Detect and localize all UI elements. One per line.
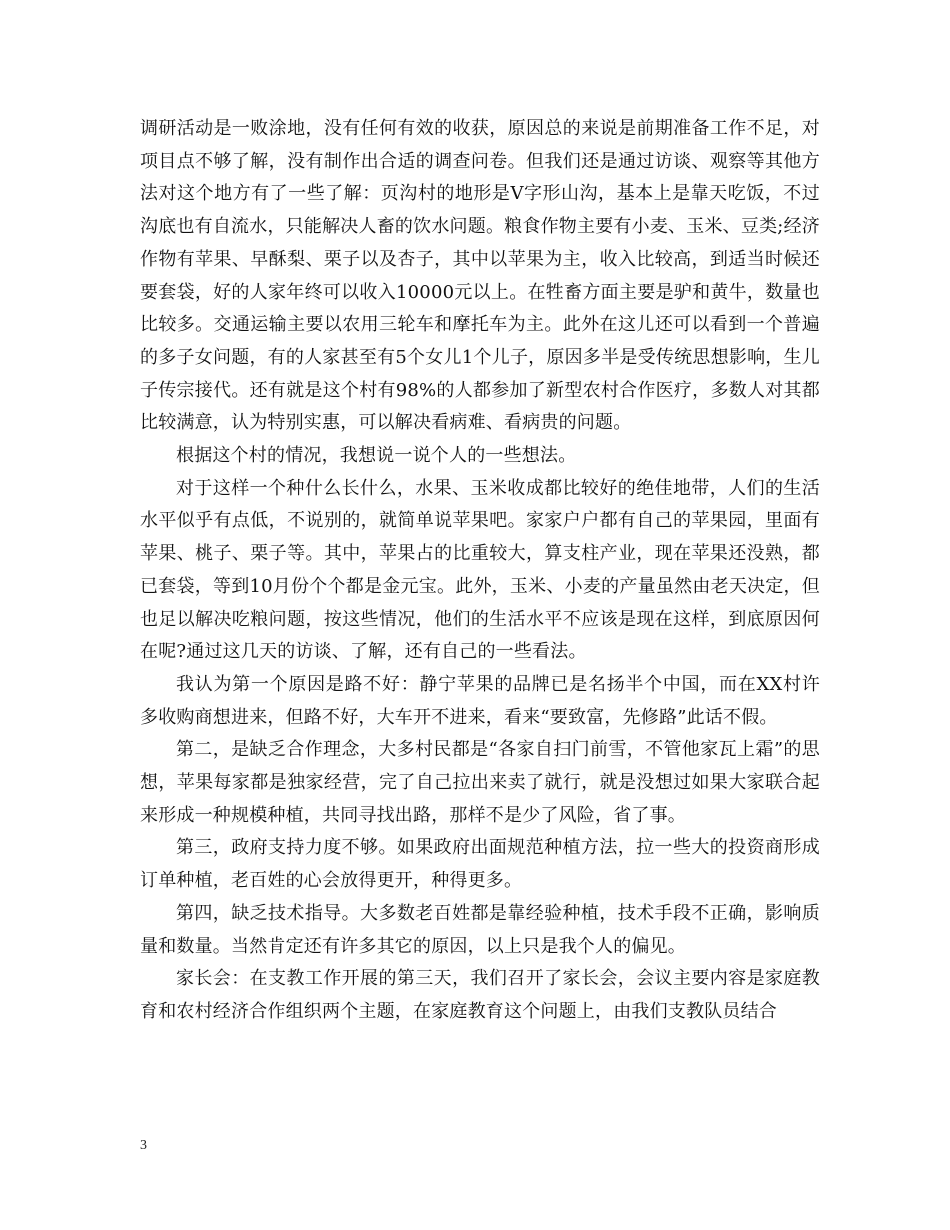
paragraph-3: 对于这样一个种什么长什么，水果、玉米收成都比较好的绝佳地带，人们的生活水平似乎有点低，不说别的，就简单说苹果吧。家家户户都有自己的苹果园，里面有苹果、桃子、栗子等。其中，苹果占的比重较大，算支柱产业，现在苹果还没熟，都已套袋，等到10月份个个都是金元宝。此外，玉米、小麦的产量虽然由老天决定，但也足以解决吃粮问题，按这些情况，他们的生活水平不应该是现在这样，到底原因何在呢?通过这几天的访谈、了解，还有自己的一些看法。: [140, 477, 820, 663]
page-number: 3: [140, 1138, 147, 1153]
paragraph-8: 家长会：在支教工作开展的第三天，我们召开了家长会，会议主要内容是家庭教育和农村经济合作组织两个主题，在家庭教育这个问题上，由我们支教队员结合: [140, 968, 820, 1022]
paragraph-4: 我认为第一个原因是路不好：静宁苹果的品牌已是名扬半个中国，而在XX村许多收购商想进来，但路不好，大车开不进来，看来“要致富，先修路”此话不假。: [140, 673, 820, 728]
paragraph-2: 根据这个村的情况，我想说一说个人的一些想法。: [176, 445, 577, 467]
paragraph-1: 调研活动是一败涂地，没有任何有效的收获，原因总的来说是前期准备工作不足，对项目点不够了解，没有制作出合适的调查问卷。但我们还是通过访谈、观察等其他方法对这个地方有了一些了解：页沟村的地形是V字形山沟，基本上是靠天吃饭，不过沟底也有自流水，只能解决人畜的饮水问题。粮食作物主要有小麦、玉米、豆类;经济作物有苹果、早酥梨、栗子以及杏子，其中以苹果为主，收入比较高，到适当时候还要套袋，好的人家年终可以收入10000元以上。在牲畜方面主要是驴和黄牛，数量也比较多。交通运输主要以农用三轮车和摩托车为主。此外在这儿还可以看到一个普遍的多子女问题，有的人家甚至有5个女儿1个儿子，原因多半是受传统思想影响，生儿子传宗接代。还有就是这个村有98%的人都参加了新型农村合作医疗，多数人对其都比较满意，认为特别实惠，可以解决看病难、看病贵的问题。: [140, 118, 820, 434]
paragraph-5: 第二，是缺乏合作理念，大多村民都是“各家自扫门前雪，不管他家瓦上霜”的思想，苹果每家都是独家经营，完了自己拉出来卖了就行，就是没想过如果大家联合起来形成一种规模种植，共同寻找出路，那样不是少了风险，省了事。: [140, 739, 820, 826]
paragraph-6: 第三，政府支持力度不够。如果政府出面规范种植方法，拉一些大的投资商形成订单种植，老百姓的心会放得更开，种得更多。: [140, 837, 820, 892]
document-body: [140, 113, 820, 1029]
paragraph-7: 第四，缺乏技术指导。大多数老百姓都是靠经验种植，技术手段不正确，影响质量和数量。当然肯定还有许多其它的原因，以上只是我个人的偏见。: [140, 902, 820, 957]
